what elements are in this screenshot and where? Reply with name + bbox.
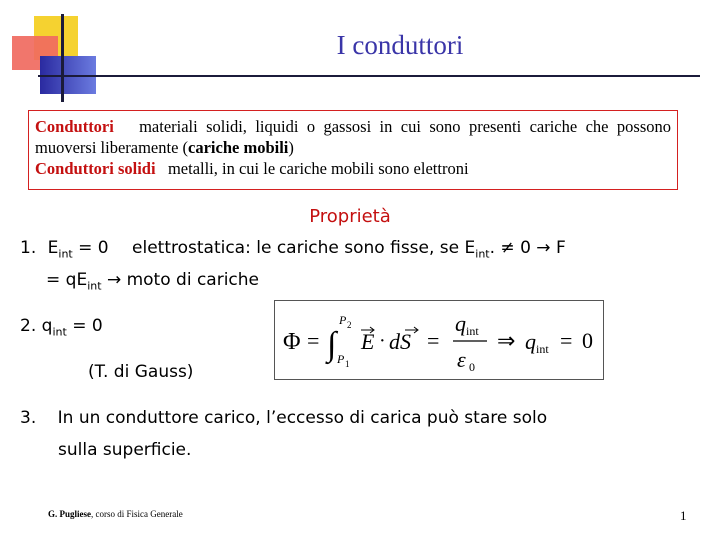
gauss-equation-box [274,300,604,380]
page-number: 1 [680,508,687,523]
eq-q: q [525,329,536,354]
arrow-icon: → [536,238,551,258]
definition-text-1a: materiali solidi, liquidi o gassosi in cui sono presenti cariche che possono muoversi liberamente ( [35,117,672,157]
definition-text-2: metalli, in cui le cariche mobili sono elettroni [167,159,469,178]
eq-upper-sub: 2 [347,320,352,330]
item-2-number: 2. [20,316,37,336]
eq-integral: ∫ [327,326,337,363]
item-1-E: E [47,238,59,258]
logo-vertical-line [61,14,64,102]
term-conduttori-solidi: Conduttori solidi [35,159,156,178]
term-conduttori: Conduttori [35,117,114,136]
item-1-line-2 [46,266,706,300]
definition-text-1c: ) [288,138,294,157]
definitions-box [28,110,678,190]
header-rule [38,75,700,77]
eq-numerator-sub: int [466,324,479,338]
eq-denominator-sub: 0 [469,360,475,374]
eq-lower-sub: 1 [345,359,350,369]
item-1-text-a: elettrostatica: le cariche sono fisse, se E [132,238,476,258]
item-1-line2-b: moto di cariche [126,270,259,290]
item-1-sub: int [58,247,73,261]
item-1-line2-a: = qE [46,270,88,290]
item-2-note: (T. di Gauss) [88,362,194,382]
gauss-equation [275,301,603,379]
item-2-sub: int [52,325,67,339]
eq-dS: dS [389,329,411,354]
item-1-text-b: . ≠ 0 [489,238,531,258]
item-2-line-1 [20,312,103,346]
item-1-eq0: = 0 [78,238,109,258]
eq-equals-1: = [307,328,320,353]
eq-dot: · [379,330,386,352]
footer-credit [48,509,183,519]
eq-zero: 0 [582,328,593,353]
eq-q-sub: int [536,342,549,356]
eq-upper-limit: P [339,313,347,327]
item-3-number: 3. [20,408,37,428]
implies-icon: ⇒ [497,328,516,353]
footer-author: G. Pugliese [48,509,91,519]
eq-phi: Φ [283,329,301,355]
slide-title: I conduttori [336,30,464,60]
item-2-eq0: = 0 [72,316,103,336]
eq-numerator: q [455,311,466,336]
item-1-F: F [555,238,566,258]
eq-equals-3: = [560,328,573,353]
footer-course: , corso di Fisica Generale [91,509,183,519]
eq-E: E [361,329,375,354]
eq-lower-limit: P [337,352,345,366]
eq-equals-2: = [427,328,440,353]
item-3-line-1 [20,404,700,432]
definition-text-1b: cariche mobili [188,138,289,157]
item-1-number: 1. [20,238,37,258]
item-1-sub2: int [475,247,490,261]
section-heading: Proprietà [309,206,391,227]
item-3-line-2: sulla superficie. [58,440,192,460]
item-2-q: q [41,316,53,336]
item-1-sub3: int [87,279,102,293]
eq-denominator: ε [457,347,466,372]
item-1-line-1 [20,234,710,268]
arrow-icon: → [106,270,122,290]
item-3-text-1: In un conduttore carico, l’eccesso di carica può stare solo [57,408,548,428]
